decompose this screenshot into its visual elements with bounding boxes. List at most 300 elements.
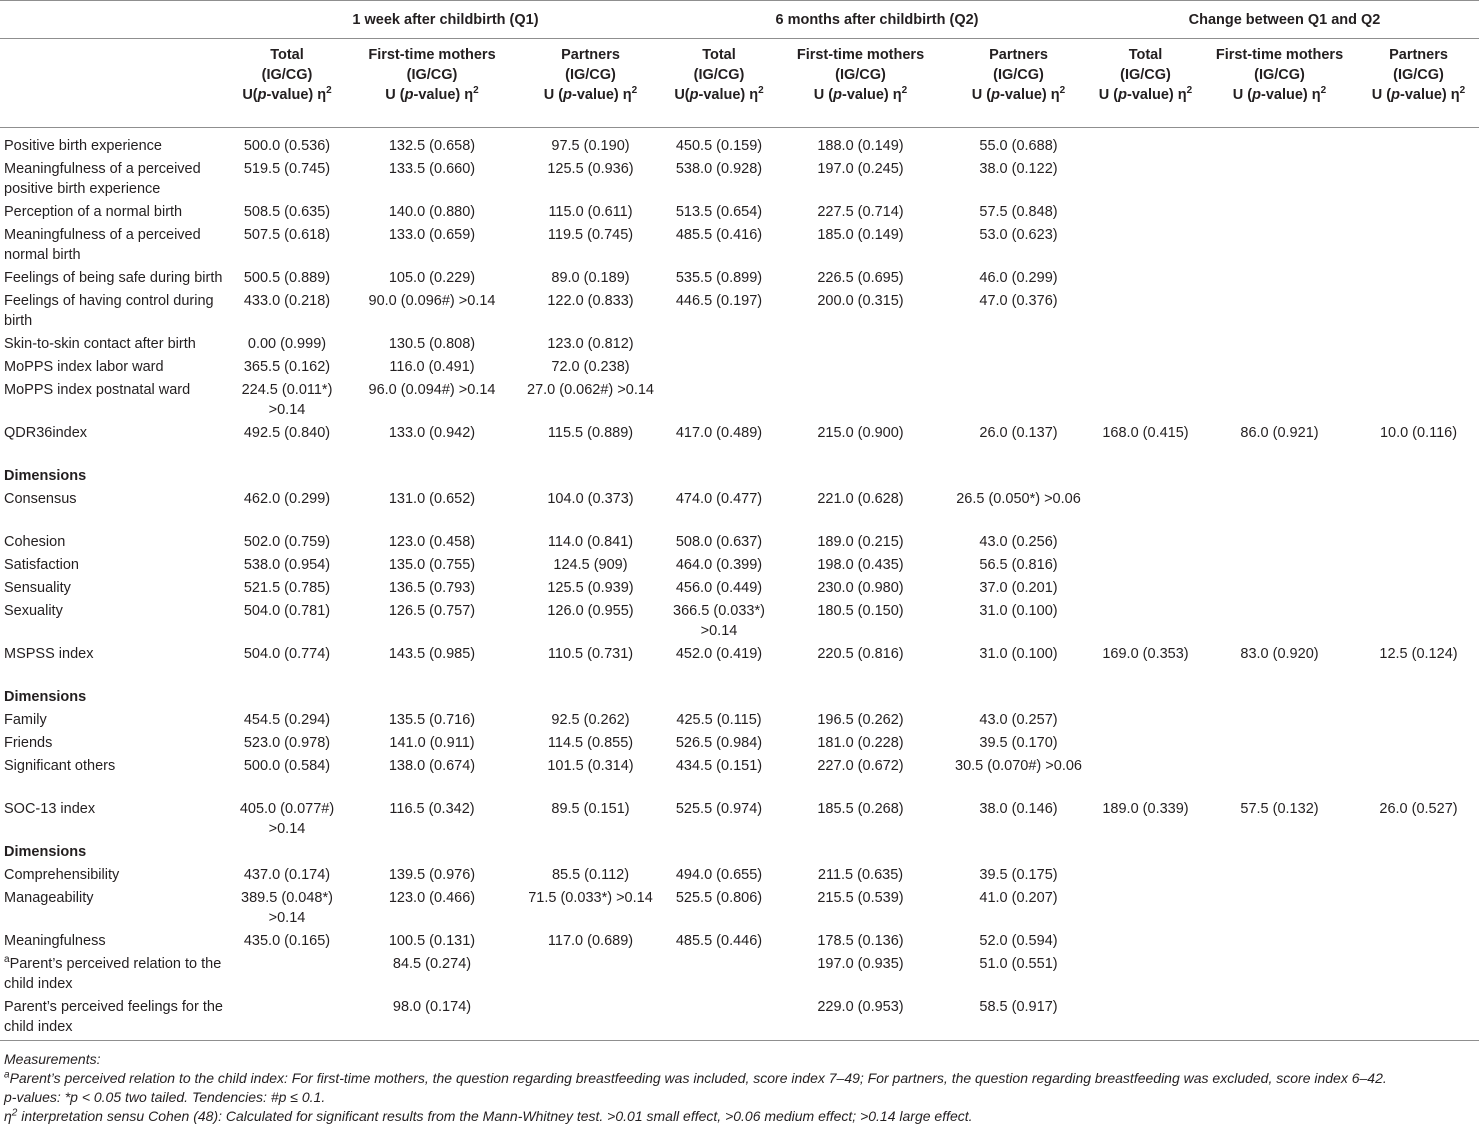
row-label-text: Friends <box>4 735 53 751</box>
table-cell <box>1358 380 1479 423</box>
table-cell <box>517 954 664 997</box>
table-cell <box>1090 888 1201 931</box>
table-cell <box>1090 931 1201 954</box>
column-header-sup: 2 <box>1059 85 1066 97</box>
column-header-p: p <box>1391 87 1400 103</box>
row-label <box>0 136 227 159</box>
table-cell <box>1201 380 1358 423</box>
row-label-text: Perception of a normal birth <box>4 204 183 220</box>
column-header-line2: (IG/CG) <box>565 67 616 83</box>
table-row <box>0 357 1479 380</box>
column-header-line2: (IG/CG) <box>1393 67 1444 83</box>
table-cell: 226.5 (0.695) <box>817 270 904 286</box>
table-cell <box>1090 555 1201 578</box>
table-row <box>0 756 1479 799</box>
table-cell <box>1201 225 1358 268</box>
row-label <box>0 644 227 687</box>
column-header-eta: -value) η <box>1000 87 1060 103</box>
table-row <box>0 202 1479 225</box>
table-row <box>0 601 1479 644</box>
table-cell: 47.0 (0.376) <box>979 293 1058 309</box>
row-label <box>0 334 227 357</box>
table-row <box>0 555 1479 578</box>
table-cell: 38.0 (0.122) <box>979 161 1058 177</box>
table-cell: 86.0 (0.921) <box>1240 425 1319 441</box>
row-label <box>0 532 227 555</box>
column-header-line2: (IG/CG) <box>993 67 1044 83</box>
table-cell: 116.5 (0.342) <box>389 801 475 817</box>
table-cell <box>1358 865 1479 888</box>
table-cell <box>774 687 947 710</box>
column-header-line1: Partners <box>561 47 620 63</box>
table-cell <box>1201 865 1358 888</box>
row-label-text: Dimensions <box>4 468 87 484</box>
table-cell <box>1201 159 1358 202</box>
notes-rule <box>0 1040 1479 1042</box>
table-cell: 435.0 (0.165) <box>243 933 331 949</box>
table-cell: 500.0 (0.536) <box>243 138 331 154</box>
table-cell: 39.5 (0.175) <box>979 867 1058 883</box>
row-label-sup: a <box>4 954 10 966</box>
row-label-text: Manageability <box>4 890 94 906</box>
table-cell: 138.0 (0.674) <box>388 758 476 774</box>
table-cell: 105.0 (0.229) <box>388 270 476 286</box>
table-cell <box>1358 687 1479 710</box>
table-cell <box>517 466 664 489</box>
row-label <box>0 159 227 202</box>
row-label-text: Sexuality <box>4 603 63 619</box>
table-cell <box>947 357 1090 380</box>
row-label <box>0 555 227 578</box>
column-header-line2: (IG/CG) <box>1254 67 1305 83</box>
dimensions-row <box>0 687 1479 710</box>
table-cell <box>1358 136 1479 159</box>
table-cell: 98.0 (0.174) <box>392 999 472 1015</box>
table-cell <box>1358 489 1479 532</box>
table-cell: 229.0 (0.953) <box>817 999 904 1015</box>
table-cell <box>1201 136 1358 159</box>
table-cell: 197.0 (0.935) <box>817 956 904 972</box>
column-header-stat: U ( <box>971 87 992 103</box>
column-header-line1: First-time mothers <box>1215 47 1344 63</box>
table-cell: 526.5 (0.984) <box>675 735 763 751</box>
table-cell <box>1201 466 1358 489</box>
table-cell <box>1201 687 1358 710</box>
column-header-line2: (IG/CG) <box>261 67 313 83</box>
table-row <box>0 954 1479 997</box>
column-header-stat: U ( <box>1232 87 1253 103</box>
table-cell <box>1201 202 1358 225</box>
column-header-stat: U ( <box>543 87 564 103</box>
table-cell: 485.5 (0.446) <box>675 933 763 949</box>
table-cell: 126.0 (0.955) <box>547 603 634 619</box>
row-label-text: Consensus <box>4 491 77 507</box>
table-cell <box>774 357 947 380</box>
table-cell <box>1358 710 1479 733</box>
table-cell: 215.5 (0.539) <box>817 890 904 906</box>
table-cell: 133.5 (0.660) <box>388 161 476 177</box>
column-header <box>1358 39 1479 128</box>
table-cell <box>1201 710 1358 733</box>
table-cell <box>1358 842 1479 865</box>
table-cell: 508.0 (0.637) <box>675 534 763 550</box>
table-cell <box>1201 733 1358 756</box>
table-cell: 38.0 (0.146) <box>979 801 1058 817</box>
table-cell <box>947 466 1090 489</box>
column-header-line1: Partners <box>1389 47 1448 63</box>
row-label-text: Cohesion <box>4 534 66 550</box>
table-cell: 504.0 (0.781) <box>243 603 331 619</box>
dimensions-row <box>0 466 1479 489</box>
row-label <box>0 997 227 1040</box>
table-cell <box>1358 601 1479 644</box>
table-cell: 123.0 (0.466) <box>388 890 476 906</box>
table-cell <box>1201 334 1358 357</box>
column-header <box>774 39 947 128</box>
table-cell <box>1358 555 1479 578</box>
table-cell <box>1090 380 1201 423</box>
column-header-eta: -value) η <box>1400 87 1460 103</box>
table-cell: 521.5 (0.785) <box>243 580 331 596</box>
table-cell <box>1201 532 1358 555</box>
table-cell: 115.0 (0.611) <box>548 204 633 220</box>
column-header-sup: 2 <box>1320 85 1327 97</box>
column-header-sup: 2 <box>473 85 479 97</box>
table-cell: 215.0 (0.900) <box>817 425 904 441</box>
table-row <box>0 997 1479 1040</box>
table-cell <box>664 997 774 1040</box>
table-cell: 39.5 (0.170) <box>979 735 1058 751</box>
column-header <box>664 39 774 128</box>
table-row <box>0 710 1479 733</box>
table-cell: 525.5 (0.974) <box>675 801 763 817</box>
row-label <box>0 601 227 644</box>
row-label <box>0 202 227 225</box>
table-cell: 37.0 (0.201) <box>979 580 1058 596</box>
table-cell: 104.0 (0.373) <box>547 491 634 507</box>
table-cell: 535.5 (0.899) <box>675 270 763 286</box>
column-header-eta: -value) η <box>413 87 474 103</box>
table-cell: 123.0 (0.812) <box>547 336 634 352</box>
column-header-line1: First-time mothers <box>368 47 496 63</box>
table-cell: 119.5 (0.745) <box>547 227 634 243</box>
table-cell: 525.5 (0.806) <box>675 890 763 906</box>
table-cell <box>227 842 347 865</box>
column-header-line1: Partners <box>989 47 1048 63</box>
table-cell <box>947 687 1090 710</box>
table-cell <box>1358 733 1479 756</box>
column-header-sup: 2 <box>758 85 764 97</box>
row-label <box>0 687 227 710</box>
table-cell: 31.0 (0.100) <box>979 646 1058 662</box>
column-header-line3 <box>774 85 947 105</box>
row-label-text: Parent’s perceived relation to the child index <box>4 956 222 992</box>
table-cell: 519.5 (0.745) <box>243 161 331 177</box>
table-row <box>0 489 1479 532</box>
table-row <box>0 136 1479 159</box>
table-cell: 26.5 (0.050*) >0.06 <box>956 491 1081 507</box>
row-label-text: Meaningfulness of a perceived normal birth <box>4 227 201 263</box>
column-header-line3 <box>1201 85 1358 105</box>
column-header-eta: -value) η <box>698 87 759 103</box>
table-row <box>0 931 1479 954</box>
table-cell: 85.5 (0.112) <box>551 867 630 883</box>
table-cell: 52.0 (0.594) <box>979 933 1058 949</box>
table-cell <box>1201 555 1358 578</box>
table-cell <box>1090 578 1201 601</box>
table-cell: 188.0 (0.149) <box>817 138 904 154</box>
table-cell <box>1090 334 1201 357</box>
table-cell: 185.5 (0.268) <box>817 801 904 817</box>
table-cell: 57.5 (0.132) <box>1240 801 1319 817</box>
table-cell: 502.0 (0.759) <box>243 534 331 550</box>
table-cell: 114.0 (0.841) <box>547 534 634 550</box>
table-cell: 92.5 (0.262) <box>551 712 630 728</box>
table-cell: 417.0 (0.489) <box>675 425 763 441</box>
table-cell: 131.0 (0.652) <box>388 491 476 507</box>
note-eta-symbol: η <box>4 1108 12 1124</box>
table-cell <box>947 334 1090 357</box>
row-label-text: Positive birth experience <box>4 138 162 154</box>
table-cell: 51.0 (0.551) <box>979 956 1058 972</box>
table-cell <box>1201 997 1358 1040</box>
table-cell: 26.0 (0.527) <box>1379 801 1458 817</box>
table-cell: 227.0 (0.672) <box>817 758 904 774</box>
row-label-text: MoPPS index postnatal ward <box>4 382 191 398</box>
table-cell: 133.0 (0.659) <box>388 227 476 243</box>
column-header-sup: 2 <box>1186 85 1193 97</box>
table-cell <box>774 466 947 489</box>
column-header-p: p <box>1252 87 1261 103</box>
table-cell <box>1358 357 1479 380</box>
column-header-line1: Total <box>702 47 736 63</box>
table-cell <box>347 842 517 865</box>
column-header-sup: 2 <box>901 85 908 97</box>
row-label <box>0 268 227 291</box>
table-cell <box>1090 842 1201 865</box>
table-cell <box>517 997 664 1040</box>
table-cell: 185.0 (0.149) <box>817 227 904 243</box>
table-cell: 12.5 (0.124) <box>1379 646 1458 662</box>
table-cell: 538.0 (0.928) <box>675 161 763 177</box>
table-cell: 474.0 (0.477) <box>675 491 763 507</box>
table-cell: 513.5 (0.654) <box>675 204 763 220</box>
table-cell: 168.0 (0.415) <box>1102 425 1189 441</box>
table-cell <box>1090 756 1201 799</box>
column-header-eta: -value) η <box>842 87 902 103</box>
table-cell <box>1201 931 1358 954</box>
table-cell: 464.0 (0.399) <box>675 557 763 573</box>
table-row <box>0 644 1479 687</box>
table-cell: 197.0 (0.245) <box>817 161 904 177</box>
table-cell <box>1358 888 1479 931</box>
table-cell <box>1358 532 1479 555</box>
column-header-eta: -value) η <box>266 87 327 103</box>
column-header <box>347 39 517 128</box>
table-row <box>0 888 1479 931</box>
column-header-line1: Total <box>270 47 304 63</box>
column-header-p: p <box>563 87 572 103</box>
group-header-change: Change between Q1 and Q2 <box>1090 1 1479 39</box>
note-eta <box>4 1107 1479 1126</box>
table-cell: 200.0 (0.315) <box>817 293 904 309</box>
table-cell <box>1358 954 1479 997</box>
table-cell <box>517 842 664 865</box>
row-label <box>0 799 227 842</box>
note-eta-sup: 2 <box>11 1107 18 1119</box>
table-cell: 434.5 (0.151) <box>675 758 763 774</box>
table-cell: 141.0 (0.911) <box>389 735 475 751</box>
table-cell: 133.0 (0.942) <box>388 425 476 441</box>
row-label <box>0 423 227 466</box>
table-cell: 196.5 (0.262) <box>817 712 904 728</box>
table-cell: 538.0 (0.954) <box>243 557 331 573</box>
table-cell <box>774 334 947 357</box>
table-cell <box>1201 954 1358 997</box>
table-cell: 0.00 (0.999) <box>247 336 327 352</box>
table-cell <box>1201 888 1358 931</box>
table-cell: 57.5 (0.848) <box>979 204 1058 220</box>
group-header-q2: 6 months after childbirth (Q2) <box>664 1 1090 39</box>
column-header-p: p <box>404 87 414 103</box>
row-label-text: Parent’s perceived feelings for the child index <box>4 999 223 1035</box>
table-cell <box>1090 159 1201 202</box>
header-rule <box>0 128 1479 137</box>
table-cell: 180.5 (0.150) <box>817 603 904 619</box>
table-cell: 116.0 (0.491) <box>389 359 475 375</box>
column-header-line1: First-time mothers <box>796 47 925 63</box>
column-header-eta: -value) η <box>572 87 632 103</box>
table-cell: 140.0 (0.880) <box>388 204 476 220</box>
table-cell: 189.0 (0.215) <box>817 534 904 550</box>
table-cell <box>1358 291 1479 334</box>
table-row <box>0 532 1479 555</box>
table-cell <box>1090 865 1201 888</box>
table-cell: 143.5 (0.985) <box>388 646 476 662</box>
table-cell <box>1090 225 1201 268</box>
table-row <box>0 423 1479 466</box>
table-cell: 58.5 (0.917) <box>979 999 1058 1015</box>
table-cell <box>664 687 774 710</box>
table-row <box>0 578 1479 601</box>
table-cell <box>1090 466 1201 489</box>
table-row <box>0 380 1479 423</box>
row-label <box>0 865 227 888</box>
table-cell: 122.0 (0.833) <box>547 293 634 309</box>
table-row <box>0 799 1479 842</box>
table-cell <box>1090 532 1201 555</box>
column-header-p: p <box>1118 87 1127 103</box>
table-cell <box>774 842 947 865</box>
row-label-text: Family <box>4 712 47 728</box>
table-cell <box>1201 578 1358 601</box>
table-cell <box>227 687 347 710</box>
column-header-p: p <box>991 87 1000 103</box>
table-row <box>0 334 1479 357</box>
table-cell: 100.5 (0.131) <box>388 933 476 949</box>
table-cell <box>1358 931 1479 954</box>
column-header-p: p <box>257 87 267 103</box>
note-a-text: Parent’s perceived relation to the child index: For first-time mothers, the question regarding breastfeeding was included, score index 7–49; For partners, the question regarding breastfeeding was excluded, score index 6–42. <box>9 1070 1387 1086</box>
column-header-line1: Total <box>1128 47 1163 63</box>
row-label <box>0 710 227 733</box>
table-cell: 136.5 (0.793) <box>388 580 476 596</box>
column-header-line3 <box>1358 85 1479 105</box>
table-cell <box>1090 687 1201 710</box>
table-cell <box>1090 997 1201 1040</box>
table-cell: 189.0 (0.339) <box>1102 801 1189 817</box>
row-label <box>0 380 227 423</box>
row-label-text: Skin-to-skin contact after birth <box>4 336 196 352</box>
table-cell <box>664 380 774 423</box>
note-measurements: Measurements: <box>4 1051 101 1067</box>
table-cell: 504.0 (0.774) <box>243 646 331 662</box>
table-row <box>0 268 1479 291</box>
table-cell <box>1201 601 1358 644</box>
table-cell <box>1201 268 1358 291</box>
table-cell: 72.0 (0.238) <box>551 359 630 375</box>
table-cell: 425.5 (0.115) <box>676 712 762 728</box>
table-cell: 10.0 (0.116) <box>1379 425 1458 441</box>
row-label <box>0 357 227 380</box>
note-eta-text: interpretation sensu Cohen (48): Calculated for significant results from the Mann-Whitney test. >0.01 small effect, >0.06 medium effect; >0.14 large effect. <box>17 1108 973 1124</box>
table-cell: 198.0 (0.435) <box>817 557 904 573</box>
column-header-stat: U ( <box>385 87 405 103</box>
table-cell: 508.5 (0.635) <box>243 204 331 220</box>
row-label <box>0 291 227 334</box>
table-cell <box>227 997 347 1040</box>
table-cell: 27.0 (0.062#) >0.14 <box>527 382 654 398</box>
table-cell: 221.0 (0.628) <box>817 491 904 507</box>
row-label-text: Significant others <box>4 758 116 774</box>
table-cell: 115.5 (0.889) <box>547 425 634 441</box>
table-cell: 125.5 (0.939) <box>547 580 634 596</box>
table-cell <box>1201 842 1358 865</box>
table-body <box>0 128 1479 1041</box>
table-cell: 220.5 (0.816) <box>817 646 904 662</box>
column-header-line3 <box>517 85 664 105</box>
table-cell: 135.0 (0.755) <box>388 557 476 573</box>
table-cell: 55.0 (0.688) <box>979 138 1058 154</box>
table-cell: 97.5 (0.190) <box>551 138 630 154</box>
row-label-text: Dimensions <box>4 844 87 860</box>
stub-header <box>0 1 227 39</box>
column-header-sup: 2 <box>631 85 638 97</box>
column-header-p: p <box>833 87 842 103</box>
table-cell <box>227 466 347 489</box>
note-a-marker: a <box>4 1069 10 1081</box>
row-label-text: Dimensions <box>4 689 87 705</box>
table-cell: 110.5 (0.731) <box>547 646 634 662</box>
table-cell: 462.0 (0.299) <box>243 491 331 507</box>
table-cell: 446.5 (0.197) <box>675 293 763 309</box>
table-cell: 366.5 (0.033*) >0.14 <box>673 603 765 639</box>
table-cell <box>227 954 347 997</box>
table-notes <box>0 1040 1479 1126</box>
column-header-line3 <box>1090 85 1201 105</box>
note-a <box>4 1069 1479 1088</box>
column-header-line2: (IG/CG) <box>835 67 886 83</box>
table-cell <box>1358 578 1479 601</box>
table-cell: 454.5 (0.294) <box>243 712 331 728</box>
table-cell <box>664 842 774 865</box>
table-cell: 114.5 (0.855) <box>547 735 634 751</box>
column-header-stat: U ( <box>1098 87 1119 103</box>
table-row <box>0 159 1479 202</box>
column-header <box>947 39 1090 128</box>
row-label <box>0 756 227 799</box>
group-header-q1: 1 week after childbirth (Q1) <box>227 1 664 39</box>
